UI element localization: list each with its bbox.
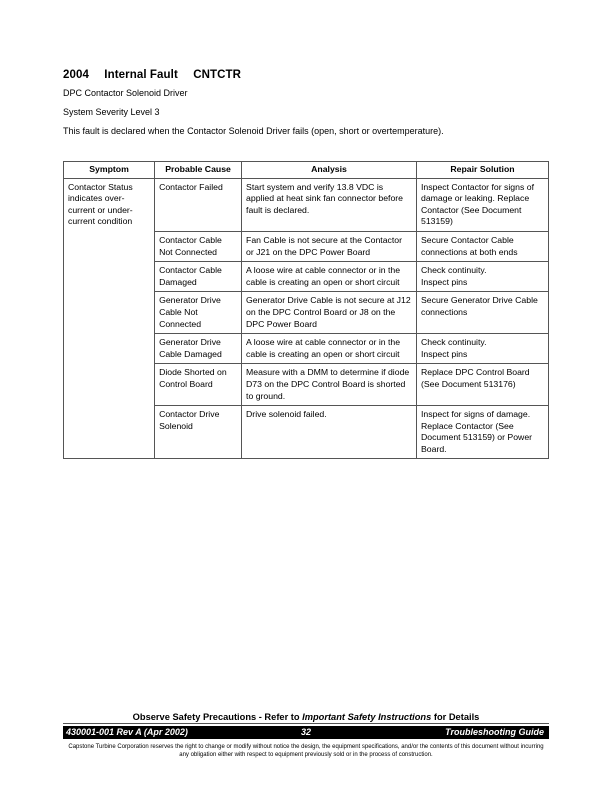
cause-cell: Contactor Cable Not Connected <box>155 231 242 261</box>
cause-cell: Generator Drive Cable Not Connected <box>155 292 242 334</box>
cause-cell: Contactor Drive Solenoid <box>155 406 242 459</box>
table-header-row <box>64 162 549 179</box>
cause-cell: Contactor Cable Damaged <box>155 262 242 292</box>
fault-name: Internal Fault <box>104 69 178 81</box>
footer-divider <box>63 723 549 724</box>
cause-cell: Contactor Failed <box>155 178 242 231</box>
safety-suffix: for Details <box>431 712 480 722</box>
repair-cell: Secure Generator Drive Cable connections <box>416 292 548 334</box>
header-repair-solution: Repair Solution <box>416 162 548 179</box>
header-analysis: Analysis <box>242 162 417 179</box>
fault-description: This fault is declared when the Contactor Solenoid Driver fails (open, short or overtemperature). <box>63 126 444 136</box>
analysis-cell: Fan Cable is not secure at the Contactor or J21 on the DPC Power Board <box>242 231 417 261</box>
analysis-cell: Generator Drive Cable is not secure at J12 on the DPC Control Board or J8 on the DPC Power Board <box>242 292 417 334</box>
cause-cell: Generator Drive Cable Damaged <box>155 334 242 364</box>
footer-bar <box>63 726 549 739</box>
repair-cell: Secure Contactor Cable connections at both ends <box>416 231 548 261</box>
fault-subtitle: DPC Contactor Solenoid Driver <box>63 88 188 98</box>
repair-cell: Inspect Contactor for signs of damage or leaking. Replace Contactor (See Document 513159) <box>416 178 548 231</box>
troubleshooting-table <box>63 161 549 459</box>
safety-instructions-reference: Important Safety Instructions <box>302 712 432 722</box>
fault-code: 2004 <box>63 69 89 81</box>
symptom-cell: Contactor Status indicates over-current or under-current condition <box>64 178 155 459</box>
repair-cell: Replace DPC Control Board (See Document 513176) <box>416 364 548 406</box>
document-number: 430001-001 Rev A (Apr 2002) <box>66 727 188 737</box>
table-row <box>64 178 549 231</box>
repair-cell: Inspect for signs of damage. Replace Contactor (See Document 513159) or Power Board. <box>416 406 548 459</box>
safety-prefix: Observe Safety Precautions - Refer to <box>132 712 303 722</box>
fault-mnemonic: CNTCTR <box>193 69 242 81</box>
fault-heading <box>63 69 253 81</box>
analysis-cell: Start system and verify 13.8 VDC is applied at heat sink fan connector before fault is declared. <box>242 178 417 231</box>
severity-level: System Severity Level 3 <box>63 107 160 117</box>
cause-cell: Diode Shorted on Control Board <box>155 364 242 406</box>
page-number: 32 <box>300 727 311 737</box>
analysis-cell: A loose wire at cable connector or in the cable is creating an open or short circuit <box>242 262 417 292</box>
guide-title: Troubleshooting Guide <box>445 727 544 737</box>
legal-disclaimer: Capstone Turbine Corporation reserves the right to change or modify without notice the design, the equipment specifications, and/or the contents of this document without incurring any obligation either with respect to equipment previously sold or in the process of construction. <box>68 744 544 758</box>
analysis-cell: Drive solenoid failed. <box>242 406 417 459</box>
header-probable-cause: Probable Cause <box>155 162 242 179</box>
analysis-cell: Measure with a DMM to determine if diode D73 on the DPC Control Board is shorted to ground. <box>242 364 417 406</box>
repair-cell: Check continuity. Inspect pins <box>416 262 548 292</box>
header-symptom: Symptom <box>64 162 155 179</box>
safety-notice <box>0 712 612 722</box>
analysis-cell: A loose wire at cable connector or in the cable is creating an open or short circuit <box>242 334 417 364</box>
repair-cell: Check continuity. Inspect pins <box>416 334 548 364</box>
